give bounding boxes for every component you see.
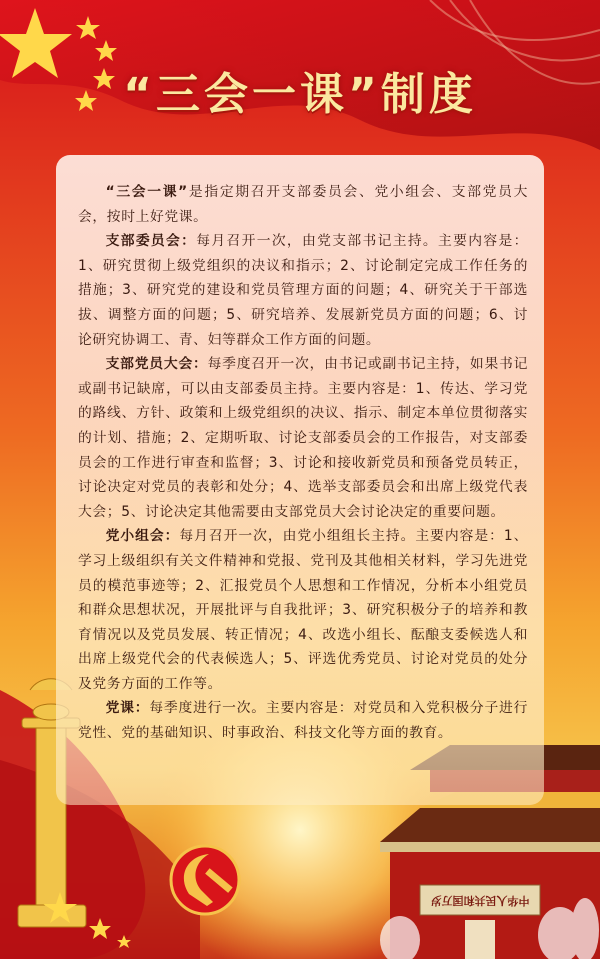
- paragraph-lead: 党课：: [105, 700, 150, 717]
- page-title: “三会一课”制度: [123, 69, 477, 120]
- paragraph-body: 是指定期召开支部委员会、党小组会、支部党员大会，按时上好党课。: [78, 184, 528, 225]
- paragraph-lead: “三会一课”: [105, 184, 188, 200]
- paragraph-body: 每月召开一次，由党支部书记主持。主要内容是：1、研究贯彻上级党组织的决议和指示；2、讨论制定完成工作任务的措施；3、研究党的建设和党员管理方面的问题；4、研究关于干部选拔、调整方面的问题；5、研究培养、发展新党员方面的问题；6、讨论研究协调工、青、妇等群众工作方面的问题。: [78, 233, 528, 348]
- gate-sign: 中华人民共和国万岁: [430, 894, 530, 907]
- regulation-text: [78, 180, 528, 746]
- paragraph-intro: [78, 180, 528, 229]
- paragraph-body: 每季度进行一次。主要内容是：对党员和入党积极分子进行党性、党的基础知识、时事政治、科技文化等方面的教育。: [78, 700, 528, 742]
- paragraph-lead: 支部委员会：: [105, 233, 197, 250]
- hammer-sickle-icon: [171, 846, 239, 914]
- paragraph-member-congress: [78, 352, 528, 524]
- paragraph-party-group: [78, 524, 528, 696]
- paragraph-branch-committee: [78, 229, 528, 352]
- paragraph-lead: 支部党员大会：: [105, 356, 208, 373]
- paragraph-lead: 党小组会：: [105, 528, 180, 545]
- paragraph-party-lecture: [78, 696, 528, 745]
- paragraph-body: 每月召开一次，由党小组组长主持。主要内容是：1、学习上级组织有关文件精神和党报、党刊及其他相关材料，学习先进党员的模范事迹等；2、汇报党员个人思想和工作情况，分析本小组党员和群众思想状况，开展批评与自我批评；3、研究积极分子的培养和教育情况以及党员发展、转正情况；4、改选小组长、酝酿支委候选人和出席上级党代会的代表候选人；5、评选优秀党员、讨论对党员的处分及党务方面的工作等。: [78, 528, 529, 692]
- paragraph-body: 每季度召开一次，由书记或副书记主持，如果书记或副书记缺席，可以由支部委员主持。主要内容是：1、传达、学习党的路线、方针、政策和上级党组织的决议、指示、制定本单位贯彻落实的计划、措施；2、定期听取、讨论支部委员会的工作报告，对支部委员会的工作进行审查和监督；3、讨论和接收新党员和预备党员转正，讨论决定对党员的表彰和处分；4、选举支部委员会和出席上级党代表大会；5、讨论决定其他需要由支部党员大会讨论决定的重要问题。: [78, 356, 529, 520]
